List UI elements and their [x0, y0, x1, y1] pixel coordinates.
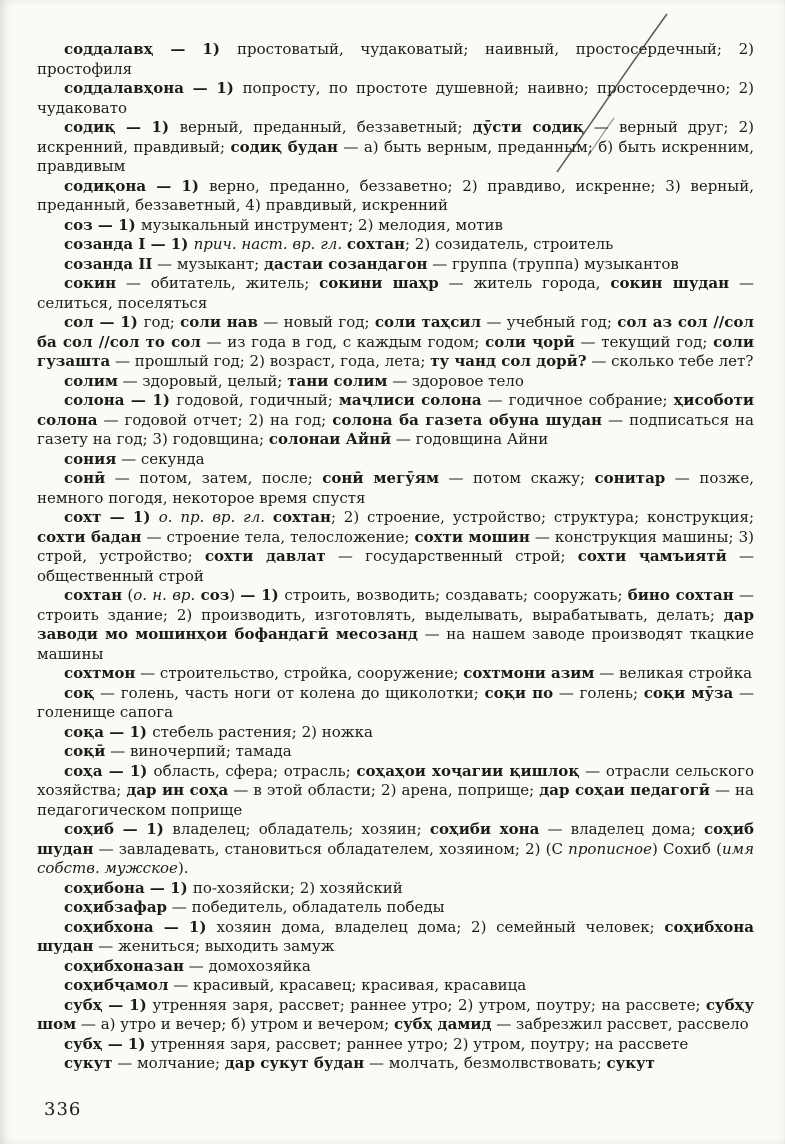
headword-or-phrase: соддалавҳ — 1) [64, 40, 238, 58]
headword-or-phrase: соддалавҳона — 1) [64, 79, 243, 97]
definition-text: ) Сохиб ( [651, 839, 722, 858]
dictionary-entry [37, 664, 754, 684]
definition-text: ; 2) строение, устройство; структура; конструкция; [330, 508, 755, 526]
definition-text: — забрезжил рассвет, рассвело [491, 1015, 749, 1033]
headword-or-phrase: субҳу шом [37, 995, 754, 1033]
headword-or-phrase: соқӣ [64, 742, 106, 760]
dictionary-entry [37, 40, 754, 79]
definition-text: — годичное собрание; [481, 391, 674, 409]
headword-or-phrase: соли гузашта [37, 332, 754, 370]
headword-or-phrase: дар соҳаи педагогӣ [539, 781, 710, 799]
headword-or-phrase: солона ба газета обуна шудан [332, 410, 603, 429]
definition-text: — музыкант; [152, 254, 264, 273]
grammar-label: имя собств. мужское [37, 839, 754, 877]
headword-or-phrase: соҳаҳои хоҷагии қишлоқ [356, 761, 580, 780]
definition-text: область, сфера; отрасль; [153, 761, 357, 780]
headword-or-phrase: сохти ҷамъиятӣ [577, 547, 727, 565]
grammar-label: о. н. вр. [133, 586, 201, 604]
headword-or-phrase: соли ҷорӣ [485, 332, 575, 351]
dictionary-entry [37, 976, 754, 996]
headword-or-phrase: бино сохтан [627, 586, 734, 604]
headword-or-phrase: соқи по [484, 683, 554, 702]
dictionary-entry [37, 508, 754, 586]
headword-or-phrase: ҳисоботи солона [37, 391, 755, 429]
headword-or-phrase: соли таҳсил [374, 313, 482, 331]
headword-or-phrase: содиқ — 1) [64, 118, 180, 136]
headword-or-phrase: созанда II [64, 254, 153, 273]
headword-or-phrase: субҳ — 1) [64, 995, 153, 1014]
headword-or-phrase: сохти мошин [414, 527, 530, 546]
definition-text: — молчание; [112, 1054, 225, 1072]
headword-or-phrase: маҷлиси солона [338, 391, 482, 409]
definition-text: — сколько тебе лет? [586, 352, 754, 370]
headword-or-phrase: соҳа — 1) [64, 761, 154, 780]
definition-text: ). [177, 859, 189, 877]
headword-or-phrase: субҳ — 1) [64, 1034, 151, 1053]
definition-text: — здоровый, целый; [117, 371, 288, 390]
headword-or-phrase: сохтмон [64, 664, 136, 682]
headword-or-phrase: дӯсти содиқ [472, 118, 584, 136]
headword-or-phrase: сол аз сол //сол ба сол //сол то сол [37, 313, 755, 351]
definition-text: — годовой отчет; 2) на год; [97, 410, 333, 429]
definition-text: — красивый, красавец; красивая, красавица [168, 976, 527, 994]
headword-or-phrase: соҳибҷамол [64, 976, 169, 994]
headword-or-phrase: сокин [64, 274, 117, 292]
headword-or-phrase: сохтан [64, 586, 123, 604]
definition-text: — позже, немного погодя, некоторое время спустя [37, 469, 754, 507]
definition-text: — потом скажу; [439, 469, 595, 487]
headword-or-phrase: дар заводи мо мошинҳои бофандагӣ месозанд [37, 605, 754, 643]
definition-text: хозяин дома, владелец дома; 2) семейный человек; [216, 917, 665, 936]
definition-text: — потом, затем, после; [105, 469, 323, 487]
headword-or-phrase: соз — 1) [64, 215, 141, 234]
definition-text: — а) утро и вечер; б) утром и вечером; [76, 1015, 394, 1033]
headword-or-phrase: солона — 1) [64, 391, 177, 409]
dictionary-entry [37, 372, 754, 392]
headword-or-phrase: сол — 1) [64, 313, 144, 331]
definition-text: — новый год; [257, 313, 375, 331]
definition-text: ( [122, 586, 134, 604]
headword-or-phrase: ту чанд сол дорӣ? [430, 352, 587, 370]
definition-text: владелец; обладатель; хозяин; [172, 820, 430, 838]
dictionary-entry [37, 879, 754, 899]
headword-or-phrase: созанда I — 1) [64, 235, 194, 253]
definition-text: — а) быть верным, преданным; б) быть искренним, правдивым [37, 137, 754, 175]
definition-text: — учебный год; [481, 313, 618, 331]
definition-text: — на нашем заводе производят ткацкие машины [37, 625, 754, 663]
headword-or-phrase: сохтмони азим [463, 664, 595, 682]
grammar-label: прич. наст. вр. гл. [193, 235, 347, 253]
definition-text: — государственный строй; [325, 547, 578, 565]
definition-text: — на педагогическом поприще [37, 781, 754, 819]
dictionary-entry [37, 450, 754, 470]
headword-or-phrase: сония [64, 449, 117, 468]
headword-or-phrase: соҳиби хона [429, 820, 540, 838]
headword-or-phrase: — 1) [240, 586, 285, 604]
dictionary-entry [37, 957, 754, 977]
definition-text: — текущий год; [574, 332, 714, 351]
definition-text: ; 2) созидатель, строитель [404, 235, 614, 253]
headword-or-phrase: сохтан [346, 235, 405, 253]
headword-or-phrase: сукут [606, 1054, 655, 1072]
headword-or-phrase: сохти давлат [204, 547, 326, 565]
headword-or-phrase: соҳибхона шудан [37, 917, 754, 955]
headword-or-phrase: соқи мӯза [643, 683, 734, 702]
dictionary-entry [37, 235, 754, 255]
definition-text: строить, возводить; создавать; сооружать; [284, 586, 628, 604]
definition-text: верно, преданно, беззаветно; 2) правдиво, искренне; 3) верный, преданный, беззаветный, 4) правдивый, искренний [37, 176, 754, 214]
dictionary-entry [37, 177, 754, 216]
headword-or-phrase: соли нав [180, 313, 258, 331]
definition-text: — виночерпий; тамада [105, 742, 292, 760]
definition-text: — прошлый год; 2) возраст, года, лета; [110, 352, 431, 370]
headword-or-phrase: субҳ дамид [393, 1015, 492, 1033]
definition-text: утренняя заря, рассвет; раннее утро; 2) утром, поутру; на рассвете [150, 1034, 689, 1053]
headword-or-phrase: соқа — 1) [64, 722, 153, 741]
headword-or-phrase: соҳибхоназан [64, 956, 184, 975]
definition-text: — общественный строй [37, 547, 754, 585]
headword-or-phrase: содиқ будан [230, 137, 339, 156]
dictionary-entry [37, 996, 754, 1035]
headword-or-phrase: солонаи Айнӣ [268, 430, 392, 448]
definition-text: — голень; [553, 683, 644, 702]
dictionary-entry [37, 723, 754, 743]
definition-text: — группа (труппа) музыкантов [427, 254, 679, 273]
dictionary-entry [37, 918, 754, 957]
dictionary-entry [37, 216, 754, 236]
definition-text: — здоровое тело [387, 371, 524, 390]
definition-text: — верный друг; 2) искренний, правдивый; [37, 118, 754, 156]
headword-or-phrase: соҳибона — 1) [64, 878, 193, 897]
grammar-label: о. пр. вр. гл. [158, 508, 273, 526]
dictionary-entry [37, 79, 754, 118]
definition-text: — домохозяйка [183, 956, 311, 975]
definition-text: — строительство, стройка, сооружение; [135, 664, 464, 682]
headword-or-phrase: сонитар [594, 469, 666, 487]
definition-text: — селиться, поселяться [37, 274, 754, 312]
definition-text: — голень, часть ноги от колена до щиколотки; [94, 683, 485, 702]
headword-or-phrase: дар сукут будан [224, 1054, 365, 1072]
definition-text: стебель растения; 2) ножка [152, 722, 373, 741]
headword-or-phrase: дар ин соҳа [126, 781, 229, 799]
definition-text: — владелец дома; [539, 820, 704, 838]
dictionary-entry [37, 898, 754, 918]
definition-text: ) [229, 586, 241, 604]
page-number: 336 [44, 1099, 82, 1120]
definition-text: — великая стройка [594, 664, 753, 682]
definition-text: — обитатель, житель; [116, 274, 320, 292]
headword-or-phrase: сокини шаҳр [319, 274, 439, 292]
headword-or-phrase: сохтан [272, 508, 331, 526]
headword-or-phrase: сохт — 1) [64, 508, 159, 526]
definition-text: год; [143, 313, 181, 331]
definition-text: — житель города, [438, 274, 611, 292]
dictionary-entry [37, 820, 754, 879]
dictionary-entry [37, 742, 754, 762]
dictionary-entry [37, 1054, 754, 1074]
dictionary-entry [37, 274, 754, 313]
definition-text: музыкальный инструмент; 2) мелодия, мотив [140, 215, 503, 234]
entries [37, 40, 754, 1074]
headword-or-phrase: сокин шудан [610, 274, 730, 292]
headword-or-phrase: сохти бадан [37, 527, 142, 546]
headword-or-phrase: соқ [64, 683, 95, 702]
dictionary-entry [37, 118, 754, 177]
definition-text: — молчать, безмолвствовать; [364, 1054, 607, 1072]
definition-text: — победитель, обладатель победы [167, 898, 445, 916]
definition-text: — жениться; выходить замуж [93, 937, 335, 955]
definition-text: — подписаться на газету на год; 3) годовщина; [37, 410, 754, 448]
headword-or-phrase: сонӣ мегӯям [322, 469, 439, 487]
headword-or-phrase: соз [200, 586, 230, 604]
definition-text: — секунда [116, 449, 205, 468]
dictionary-entry [37, 684, 754, 723]
headword-or-phrase: дастаи созандагон [263, 254, 428, 273]
definition-text: годовой, годичный; [176, 391, 339, 409]
dictionary-entry [37, 469, 754, 508]
definition-text: — строить здание; 2) производить, изготовлять, выделывать, вырабатывать, делать; [37, 586, 754, 624]
definition-text: — конструкция машины; 3) строй, устройство; [37, 527, 754, 565]
definition-text: верный, преданный, беззаветный; [179, 118, 473, 136]
definition-text: — из года в год, с каждым годом; [200, 332, 486, 351]
headword-or-phrase: солим [64, 371, 118, 390]
headword-or-phrase: сукут [64, 1054, 113, 1072]
dictionary-entry [37, 1035, 754, 1055]
headword-or-phrase: содиқона — 1) [64, 176, 210, 195]
definition-text: — завладевать, становиться обладателем, хозяином; 2) (С [93, 839, 569, 858]
dictionary-entry [37, 762, 754, 821]
headword-or-phrase: тани солим [287, 371, 388, 390]
headword-or-phrase: соҳиб — 1) [64, 820, 173, 838]
dictionary-entry [37, 391, 754, 450]
headword-or-phrase: соҳибзафар [64, 898, 168, 916]
definition-text: — строение тела, телосложение; [141, 527, 415, 546]
grammar-label: прописное [568, 839, 652, 858]
definition-text: — голенище сапога [37, 683, 754, 721]
headword-or-phrase: соҳиб шудан [37, 820, 755, 858]
definition-text: — годовщина Айни [391, 430, 549, 448]
definition-text: простоватый, чудаковатый; наивный, простосердечный; 2) простофиля [37, 40, 754, 78]
dictionary-entry [37, 586, 754, 664]
definition-text: — отрасли сельского хозяйства; [37, 761, 754, 799]
dictionary-entry [37, 255, 754, 275]
definition-text: попросту, по простоте душевной; наивно; простосердечно; 2) чудаковато [37, 79, 754, 117]
definition-text: по-хозяйски; 2) хозяйский [192, 878, 403, 897]
headword-or-phrase: сонӣ [64, 469, 106, 487]
headword-or-phrase: соҳибхона — 1) [64, 917, 217, 936]
definition-text: — в этой области; 2) арена, поприще; [228, 781, 540, 799]
definition-text: утренняя заря, рассвет; раннее утро; 2) утром, поутру; на рассвете; [152, 995, 706, 1014]
dictionary-entry [37, 313, 754, 372]
